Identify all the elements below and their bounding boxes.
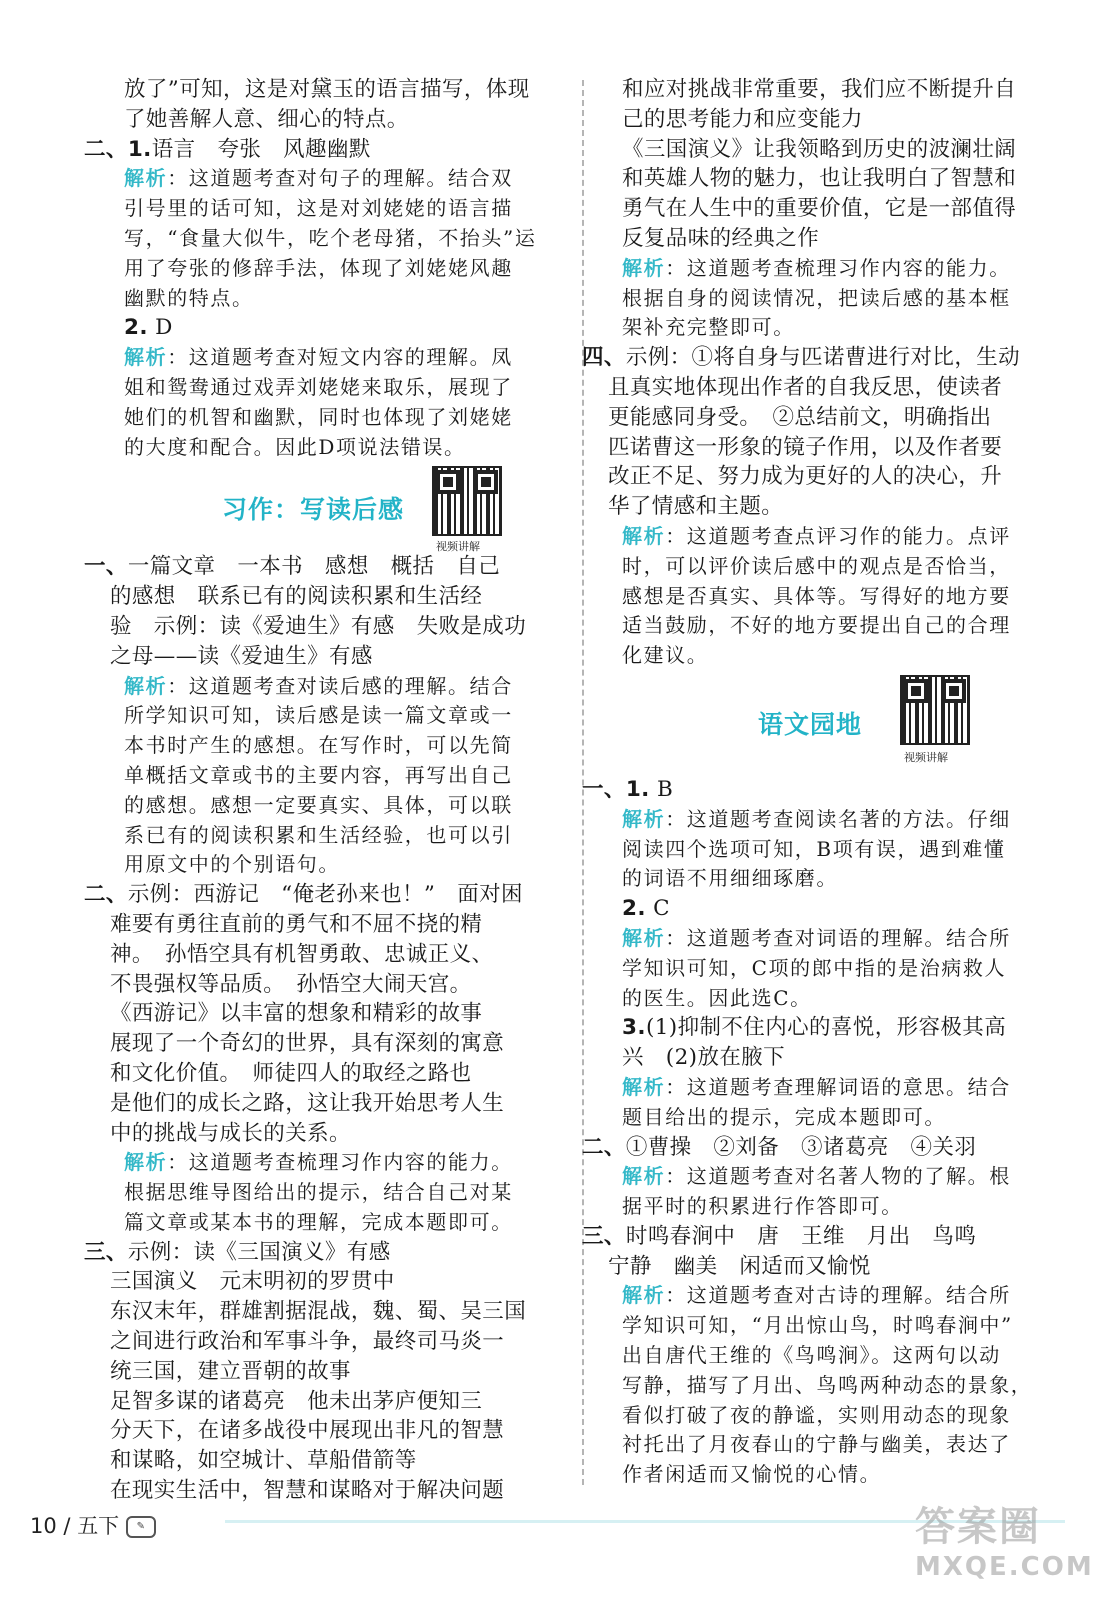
explanation-line: 篇文章或某本书的理解，完成本题即可。: [124, 1209, 513, 1234]
answer-line: 在现实生活中，智慧和谋略对于解决问题: [110, 1478, 505, 1504]
explanation-line: 解析：这道题考查梳理习作内容的能力。: [622, 255, 1011, 280]
qr-caption: 视频讲解: [436, 540, 480, 554]
jiexi-label: 解析: [622, 255, 666, 280]
explanation-line: 用了夸张的修辞手法，体现了刘姥姥风趣: [124, 255, 513, 280]
explanation-line: 幽默的特点。: [124, 285, 254, 310]
answer-line: 三、时鸣春涧中 唐 王维 月出 鸟鸣: [582, 1223, 977, 1249]
answer-line: 的感想 联系已有的阅读积累和生活经: [110, 584, 483, 610]
explanation-line: 所学知识可知，读后感是读一篇文章或一: [124, 703, 513, 728]
explanation-line: 解析：这道题考查对短文内容的理解。凤: [124, 345, 513, 370]
y1-1-line: 一、1. B: [582, 776, 674, 802]
answer-line: 二、示例：西游记 “俺老孙来也！” 面对困: [84, 882, 523, 908]
answer-line: 宁静 幽美 闲适而又愉悦: [608, 1253, 871, 1279]
answer-line: 匹诺曹这一形象的镜子作用，以及作者要: [608, 434, 1003, 460]
explanation-line: 架补充完整即可。: [622, 315, 795, 340]
explanation-line: 的医生。因此选C。: [622, 985, 812, 1010]
qr-caption: 视频讲解: [904, 750, 948, 764]
grade-label: 五下: [77, 1514, 120, 1538]
explanation-line: 的感想。感想一定要真实、具体，可以联: [124, 792, 513, 817]
section-title: 语文园地: [758, 709, 863, 739]
answer-line: 四、示例：①将自身与匹诺曹进行对比，生动: [582, 345, 1021, 371]
answer-line: 改正不足、努力成为更好的人的决心，升: [608, 464, 1003, 490]
jiexi-label: 解析: [622, 1074, 666, 1099]
answer-line: 三国演义 元末明初的罗贯中: [110, 1269, 395, 1295]
explanation-line: 据平时的积累进行作答即可。: [622, 1194, 903, 1219]
explanation-line: 姐和鸳鸯通过戏弄刘姥姥来取乐，展现了: [124, 374, 513, 399]
explanation-line: 她们的机智和幽默，同时也体现了刘姥姥: [124, 404, 513, 429]
explanation-line: 适当鼓励，不好的地方要提出自己的合理: [622, 613, 1011, 638]
explanation-line: 学知识可知，C项的郎中指的是治病救人: [622, 955, 1007, 980]
explanation-line: 解析：这道题考查对古诗的理解。结合所: [622, 1283, 1011, 1308]
explanation-line: 题目给出的提示，完成本题即可。: [622, 1104, 946, 1129]
answer-line: 之母——读《爱迪生》有感: [110, 643, 373, 669]
explanation-line: 本书时产生的感想。在写作时，可以先简: [124, 733, 513, 758]
explanation-line: 根据思维导图给出的提示，结合自己对某: [124, 1180, 513, 1205]
jiexi-label: 解析: [622, 1164, 666, 1189]
explanation-line: 感想是否真实、具体等。写得好的地方要: [622, 583, 1011, 608]
jiexi-label: 解析: [124, 673, 168, 698]
explanation-line: 时，可以评价读后感中的观点是否恰当，: [622, 553, 1011, 578]
y2-line: 二、①曹操 ②刘备 ③诸葛亮 ④关羽: [582, 1134, 977, 1160]
section-heading-writing: [110, 462, 550, 552]
answer-line: 和谋略，如空城计、草船借箭等: [110, 1448, 417, 1474]
answer-line: 中的挑战与成长的关系。: [110, 1120, 351, 1146]
qr-code-icon[interactable]: [900, 675, 970, 745]
jiexi-label: 解析: [622, 925, 666, 950]
explanation-line: 根据自身的阅读情况，把读后感的基本框: [622, 285, 1011, 310]
right-column: [582, 75, 1048, 1490]
answer-line: 一、一篇文章 一本书 感想 概括 自己: [84, 554, 501, 580]
answer-line: 华了情感和主题。: [608, 494, 784, 520]
answer-line: 分天下，在诸多战役中展现出非凡的智慧: [110, 1418, 505, 1444]
answer-line: 统三国，建立晋朝的故事: [110, 1358, 351, 1384]
left-column: [84, 75, 550, 1506]
explanation-line: 系已有的阅读积累和生活经验，也可以引: [124, 822, 513, 847]
answer-line: 不畏强权等品质。 孙悟空大闹天宫。: [110, 971, 472, 997]
explanation-line: 解析：这道题考查对句子的理解。结合双: [124, 166, 513, 191]
answer-line: 《西游记》以丰富的想象和精彩的故事: [110, 1001, 483, 1027]
section-marker: 四、: [582, 345, 626, 371]
answer-line: 勇气在人生中的重要价值，它是一部值得: [622, 196, 1017, 222]
answer-line: 三、示例：读《三国演义》有感: [84, 1239, 391, 1265]
explanation-line: 解析：这道题考查阅读名著的方法。仔细: [622, 806, 1011, 831]
explanation-line: 的大度和配合。因此D项说法错误。: [124, 434, 466, 459]
explanation-line: 解析：这道题考查梳理习作内容的能力。: [124, 1150, 513, 1175]
section-marker: 三、: [582, 1223, 626, 1249]
answer-line: 难要有勇往直前的勇气和不屈不挠的精: [110, 911, 483, 937]
answer-line: 且真实地体现出作者的自我反思，使读者: [608, 374, 1003, 400]
y1-2-line: 2. C: [622, 896, 671, 922]
jiexi-label: 解析: [124, 345, 168, 370]
page-footer: [30, 1510, 156, 1540]
explanation-line: 解析：这道题考查对读后感的理解。结合: [124, 673, 513, 698]
explanation-line: 用原文中的个别语句。: [124, 852, 340, 877]
explanation-line: 解析：这道题考查理解词语的意思。结合: [622, 1074, 1011, 1099]
explanation-line: 化建议。: [622, 643, 709, 668]
answer-line: 3.(1)抑制不住内心的喜悦，形容极其高: [622, 1015, 1007, 1041]
answer-line: 东汉末年，群雄割据混战，魏、蜀、吴三国: [110, 1299, 527, 1325]
q2-2-line: 2. D: [124, 315, 173, 341]
answer-line: 之间进行政治和军事斗争，最终司马炎一: [110, 1329, 505, 1355]
q2-1-line: 二、1.语言 夸张 风趣幽默: [84, 136, 371, 162]
jiexi-label: 解析: [124, 166, 168, 191]
section-marker: 二、: [84, 882, 128, 908]
answer-line: 兴 (2)放在腋下: [622, 1045, 786, 1071]
answer-line: 足智多谋的诸葛亮 他未出茅庐便知三: [110, 1388, 483, 1414]
jiexi-label: 解析: [124, 1150, 168, 1175]
answer-line: 神。 孙悟空具有机智勇敢、忠诚正义、: [110, 941, 494, 967]
section-heading-garden: [608, 671, 1048, 775]
explanation-line: 看似打破了夜的静谧，实则用动态的现象: [622, 1402, 1011, 1427]
footer-separator: /: [63, 1514, 71, 1538]
jiexi-label: 解析: [622, 1283, 666, 1308]
explanation-line: 衬托出了月夜春山的宁静与幽美，表达了: [622, 1432, 1011, 1457]
explanation-line: 写，“食量大似牛，吃个老母猪，不抬头”运: [124, 225, 537, 250]
answer-line: 更能感同身受。 ②总结前文，明确指出: [608, 404, 992, 430]
explanation-line: 引号里的话可知，这是对刘姥姥的语言描: [124, 196, 513, 221]
section-marker: 三、: [84, 1239, 128, 1265]
text-line: 了她善解人意、细心的特点。: [124, 106, 409, 132]
answer-line: 反复品味的经典之作: [622, 225, 820, 251]
jiexi-label: 解析: [622, 806, 666, 831]
answer-line: 验 示例：读《爱迪生》有感 失败是成功: [110, 613, 527, 639]
answer-line: 和应对挑战非常重要，我们应不断提升自: [622, 77, 1017, 102]
explanation-line: 的词语不用细细琢磨。: [622, 866, 838, 891]
watermark-logo: 答案圈 MXQE.COM: [915, 1504, 1094, 1582]
explanation-line: 阅读四个选项可知，B项有误，遇到难懂: [622, 836, 1006, 861]
jiexi-label: 解析: [622, 523, 666, 548]
explanation-line: 作者闲适而又愉悦的心情。: [622, 1462, 882, 1487]
explanation-line: 写静，描写了月出、鸟鸣两种动态的景象，: [622, 1372, 1033, 1397]
answer-line: 是他们的成长之路，这让我开始思考人生: [110, 1090, 505, 1116]
answer-line: 和文化价值。 师徒四人的取经之路也: [110, 1060, 472, 1086]
answer-line: 和英雄人物的魅力，也让我明白了智慧和: [622, 166, 1017, 192]
answer-line: 《三国演义》让我领略到历史的波澜壮阔: [622, 136, 1017, 162]
section-title: 习作：写读后感: [222, 495, 405, 525]
explanation-line: 解析：这道题考查对名著人物的了解。根: [622, 1164, 1011, 1189]
explanation-line: 单概括文章或书的主要内容，再写出自己: [124, 762, 513, 787]
explanation-line: 出自唐代王维的《鸟鸣涧》。这两句以动: [622, 1343, 1001, 1368]
badge-icon: ✎: [126, 1516, 156, 1538]
explanation-line: 解析：这道题考查对词语的理解。结合所: [622, 925, 1011, 950]
section-marker: 一、: [84, 554, 128, 580]
explanation-line: 学知识可知，“月出惊山鸟，时鸣春涧中”: [622, 1313, 1013, 1338]
question-number: 3.: [622, 1015, 646, 1041]
answer-line: 展现了一个奇幻的世界，具有深刻的寓意: [110, 1031, 505, 1057]
answer-line: 己的思考能力和应变能力: [622, 106, 863, 132]
page-number: 10: [30, 1514, 57, 1538]
explanation-line: 解析：这道题考查点评习作的能力。点评: [622, 523, 1011, 548]
qr-code-icon[interactable]: [432, 466, 502, 536]
text-line: 放了”可知，这是对黛玉的语言描写，体现: [124, 77, 530, 102]
